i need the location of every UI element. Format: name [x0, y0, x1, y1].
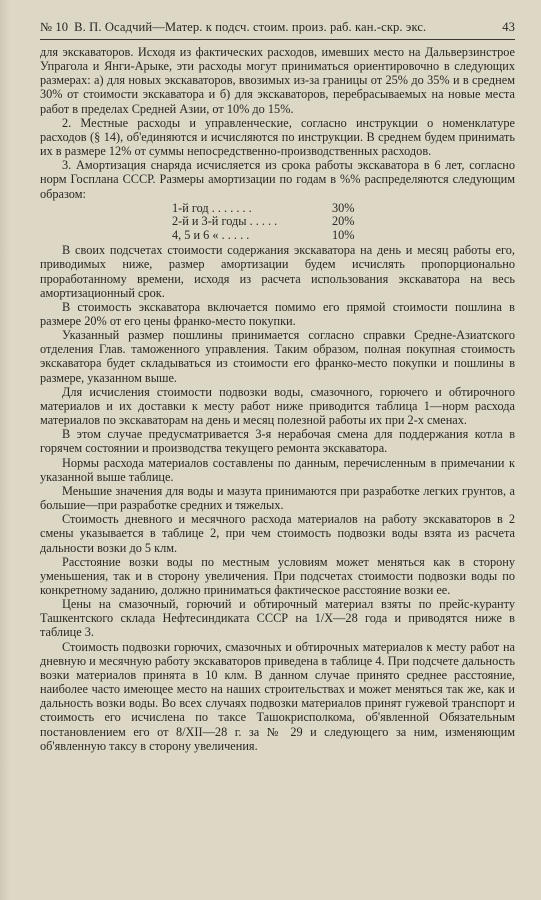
paragraph: 2. Местные расходы и управленческие, согласно инструкции о номенклатуре расходов (§ 14), об'единяются и исчисляются по инструкции. В среднем будем принимать их в размере 12% от суммы непосредственно-производственных расходов. [40, 115, 515, 159]
amortization-table [172, 202, 515, 243]
amortization-rate: 10% [332, 227, 355, 242]
paragraph: Для исчисления стоимости подвозки воды, смазочного, горючего и обтирочного материалов и их доставки к месту работ ниже приводится таблица 1—норм расхода материалов по экскаваторам на день и месяц полезной работы их при 2-х сменах. [40, 384, 515, 428]
issue-number: № 10 [40, 20, 69, 34]
paragraph: Стоимость подвозки горючих, смазочных и обтирочных материалов к месту работ на дневную и месячную работу экскаваторов приведена в таблице 4. При подсчете дальность возки материалов принята в 10 клм. В данном случае принято среднее расстояние, наиболее часто имеющее место на наших строительствах и может меняться так же, как и дальность возки воды. Во всех случаях подвозки материалов принят гужевой транспорт и стоимость его исчислена по таксе Ташокрисполкома, об'явленной Обязательным постановлением его от 8/XII—28 г. за № 29 и следующего за ним, изменяющим об'явленную таксу в сторону увеличения. [40, 639, 515, 753]
amortization-period: 2-й и 3-й годы . . . . . [172, 214, 278, 229]
paragraph: Нормы расхода материалов составлены по данным, перечисленным в примечании к указанной выше таблице. [40, 455, 515, 484]
running-header [40, 20, 515, 40]
paragraph: Цены на смазочный, горючий и обтирочный материал взяты по прейс-куранту Ташкентского склада Нефтесиндиката СССР на 1/X—28 года и приводятся ниже в таблице 3. [40, 597, 515, 640]
amortization-row [172, 229, 515, 243]
amortization-period: 4, 5 и 6 « . . . . . [172, 227, 250, 242]
amortization-period: 1-й год . . . . . . . [172, 200, 252, 215]
paragraph: Стоимость дневного и месячного расхода материалов на работу экскаваторов в 2 смены указывается в таблице 2, при чем стоимость подвозки воды взята из расчета дальности возки до 5 клм. [40, 512, 515, 555]
page-number: 43 [502, 20, 515, 34]
paragraph: В стоимость экскаватора включается помимо его прямой стоимости пошлина в размере 20% от его цены франко-место покупки. [40, 299, 515, 328]
paragraph: В своих подсчетах стоимости содержания экскаватора на день и месяц работы его, приводимых ниже, размер амортизации будем исчислять пропорционально проработанному времени, исходя из расчета использования экскаватора на весь амортизационный срок. [40, 243, 515, 300]
paragraph: Расстояние возки воды по местным условиям может меняться как в сторону уменьшения, так и в сторону увеличения. При подсчетах стоимости подвозки воды по конкретному заданию, должно приниматься фактическое расстояние возки ее. [40, 554, 515, 597]
amortization-rate: 20% [332, 214, 355, 229]
body-text [40, 45, 515, 753]
amortization-row [172, 215, 515, 229]
paragraph: В этом случае предусматривается 3-я нерабочая смена для поддержания котла в горячем состоянии и производства текущего ремонта экскаватора. [40, 427, 515, 456]
paragraph: 3. Амортизация снаряда исчисляется из срока работы экскаватора в 6 лет, согласно норм Госплана СССР. Размеры амортизации по годам в %% распределяются следующим образом: [40, 158, 515, 201]
paragraph: Указанный размер пошлины принимается согласно справки Средне-Азиатского отделения Глав. таможенного управления. Таким образом, полная покупная стоимость экскаватора будет складываться из стоимости его франко-место покупки и пошлины в размере, указанном выше. [40, 328, 515, 385]
paragraph: для экскаваторов. Исходя из фактических расходов, имевших место на Дальверзинстрое Упрагола и Янги-Арыке, эти расходы могут приниматься ориентировочно в следующих размерах: а) для новых экскаваторов, ввозимых из-за границы от 25% до 35% и в среднем 30% от стоимости экскаватора и б) для экскаваторов, перебрасываемых на новые места работ в пределах Средней Азии, от 10% до 15%. [40, 45, 515, 116]
paragraph: Меньшие значения для воды и мазута принимаются при разработке легких грунтов, а большие—при разработке средних и тяжелых. [40, 483, 515, 513]
amortization-row [172, 202, 515, 216]
running-title: В. П. Осадчий—Матер. к подсч. стоим. произ. раб. кан.-скр. экс. [74, 20, 427, 34]
amortization-rate: 30% [332, 200, 355, 215]
